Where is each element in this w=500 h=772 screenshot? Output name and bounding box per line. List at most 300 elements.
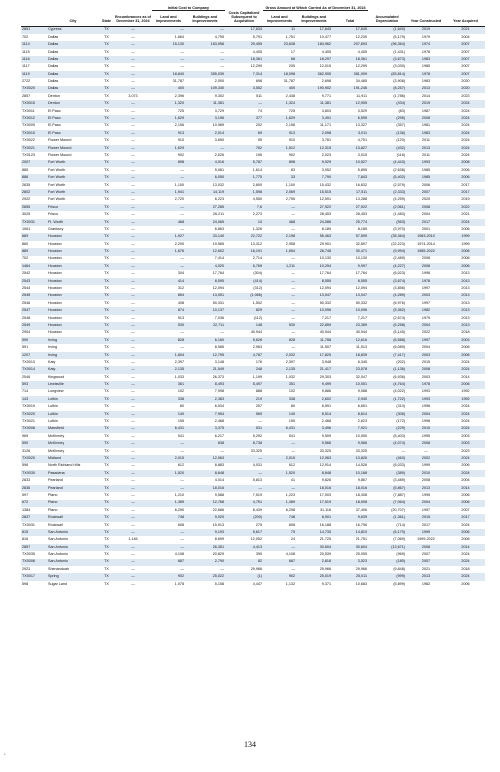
buildings-gross-cell: 50,332 xyxy=(319,300,331,305)
land-initial-cell: 913 xyxy=(152,130,185,137)
year-constructed-cell: 1998 xyxy=(421,404,431,409)
accumulated-depreciation-header: Accumulated Depreciation xyxy=(368,11,406,26)
year-acquired-cell: 2024 xyxy=(446,366,485,373)
buildings-initial-cell: 8,493 xyxy=(185,381,225,388)
buildings-gross-cell: 9,771 xyxy=(321,93,331,98)
table-row xyxy=(21,448,485,455)
year-constructed-cell: 2020 xyxy=(421,197,431,202)
city-cell: Fort Worth xyxy=(47,160,99,167)
year-constructed-cell: 2021 xyxy=(421,566,431,571)
table-row xyxy=(21,418,485,425)
city-cell: El Paso xyxy=(48,108,61,113)
buildings-gross-cell: 40,944 xyxy=(319,330,331,335)
property-id-cell: 2544 xyxy=(22,286,31,291)
table-row xyxy=(21,514,485,521)
land-gross-cell: 102 xyxy=(288,389,295,394)
total-cell: 34,485 xyxy=(355,79,368,84)
total-cell: 4,405 xyxy=(357,49,368,54)
year-constructed-cell: 2008 xyxy=(406,204,446,211)
property-id-cell: 702 xyxy=(22,256,29,261)
total-cell: 18,839 xyxy=(332,352,368,359)
property-id-cell: TX0012 xyxy=(21,115,47,122)
city-cell: Sugar Land xyxy=(48,581,68,586)
total-cell: 32,047 xyxy=(355,374,368,379)
table-row xyxy=(21,285,485,292)
buildings-initial-cell: 3,148 xyxy=(214,359,224,364)
table-row xyxy=(21,78,485,85)
buildings-initial-cell: 10,989 xyxy=(212,123,224,128)
land-gross-cell: 17 xyxy=(290,49,295,54)
buildings-initial-cell: — xyxy=(185,145,225,152)
accumulated-depreciation-cell: (180) xyxy=(368,559,406,566)
costs-capitalized-cell: 275 xyxy=(255,522,262,527)
buildings-initial-cell: 11,381 xyxy=(185,100,225,107)
encumbrances-cell: — xyxy=(131,241,135,246)
total-cell: 6,595 xyxy=(332,115,368,122)
land-initial-cell: — xyxy=(152,529,185,536)
year-constructed-cell: 2017 xyxy=(406,219,446,226)
encumbrances-cell: — xyxy=(114,470,152,477)
city-cell: Lewisville xyxy=(47,381,99,388)
encumbrances-cell: — xyxy=(131,359,135,364)
costs-capitalized-cell: 2,714 xyxy=(252,256,262,261)
year-acquired-cell: 2020 xyxy=(461,79,470,84)
accumulated-depreciation-cell: (295) xyxy=(368,115,406,122)
land-gross-cell: 338 xyxy=(263,396,296,403)
total-cell: 10,096 xyxy=(332,307,368,314)
land-gross-cell: 24 xyxy=(290,537,295,542)
costs-capitalized-cell: 2,800 xyxy=(252,182,262,187)
property-id-cell: 143 xyxy=(21,396,47,403)
year-constructed-cell: 1985 xyxy=(421,64,431,69)
encumbrances-cell: — xyxy=(131,212,135,217)
city-cell: Houston xyxy=(47,263,99,270)
land-initial-cell: 2,200 xyxy=(174,241,184,246)
accumulated-depreciation-cell: (3,674) xyxy=(368,278,406,285)
total-cell: 13,327 xyxy=(355,123,368,128)
year-constructed-cell: 2008 xyxy=(406,366,446,373)
total-cell: 3,529 xyxy=(357,108,368,113)
year-acquired-cell: 2006 xyxy=(446,529,485,536)
table-row xyxy=(21,226,485,233)
table-row xyxy=(21,440,485,447)
year-constructed-cell: 1997 xyxy=(421,286,431,291)
property-id-cell: TX0031 xyxy=(21,219,47,226)
city-cell: Houston xyxy=(48,330,62,335)
costs-capitalized-cell: 7,519 xyxy=(252,492,262,497)
year-constructed-cell: 1995 xyxy=(421,433,431,438)
state-cell: TX xyxy=(104,79,109,84)
year-acquired-cell: 2022 xyxy=(446,204,485,211)
year-constructed-cell: 2002 xyxy=(406,455,446,462)
year-acquired-cell: 2014 xyxy=(461,374,470,379)
buildings-initial-cell: 3,375 xyxy=(185,426,225,433)
encumbrances-cell: — xyxy=(114,426,152,433)
city-cell: Houston xyxy=(48,315,62,320)
year-acquired-cell: 2024 xyxy=(461,359,470,364)
city-cell: Houston xyxy=(48,271,62,276)
accumulated-depreciation-cell: (9,994) xyxy=(368,248,406,255)
land-gross-cell: — xyxy=(263,307,296,314)
year-constructed-cell: 2019 xyxy=(406,26,446,34)
buildings-gross-cell: 11,788 xyxy=(296,337,332,344)
year-constructed-cell: 2017 xyxy=(421,522,431,527)
buildings-initial-cell: 9,588 xyxy=(214,492,224,497)
buildings-gross-cell: 14,735 xyxy=(296,529,332,536)
land-initial-cell: 102 xyxy=(177,389,184,394)
accumulated-depreciation-cell: (13,671) xyxy=(368,544,406,551)
year-acquired-cell: 2003 xyxy=(461,433,470,438)
year-constructed-cell: 2007 xyxy=(406,189,446,196)
property-id-cell: 3025 xyxy=(22,212,31,217)
gross-buildings-improvements-header: Buildings and Improvements xyxy=(296,11,332,26)
costs-capitalized-cell: 7,314 xyxy=(225,71,263,78)
costs-capitalized-cell: 202 xyxy=(255,123,262,128)
city-cell: Midland xyxy=(47,455,99,462)
accumulated-depreciation-cell: (7,064) xyxy=(368,500,406,507)
year-constructed-cell: 1978 xyxy=(406,71,446,78)
year-acquired-cell: 2024 xyxy=(446,573,485,580)
buildings-initial-cell: 8,883 xyxy=(214,463,224,468)
year-acquired-cell: 2021 xyxy=(446,26,485,34)
buildings-initial-cell: 838 xyxy=(185,440,225,447)
city-cell: Houston xyxy=(48,286,62,291)
gross-amount-header: Gross Amount at Which Carried As of December 31, 2024 xyxy=(263,6,368,11)
encumbrances-cell: — xyxy=(114,529,152,536)
year-acquired-cell: 2014 xyxy=(446,544,485,551)
year-constructed-cell: 2015 xyxy=(406,514,446,521)
buildings-initial-cell: 7,954 xyxy=(185,411,225,418)
buildings-gross-cell: 3,052 xyxy=(321,167,331,172)
land-gross-cell: 828 xyxy=(263,337,296,344)
total-cell: 30,471 xyxy=(332,248,368,255)
total-cell: 6,651 xyxy=(357,404,368,409)
year-acquired-cell: 2007 xyxy=(461,64,470,69)
year-acquired-cell: 2024 xyxy=(461,522,470,527)
table-row xyxy=(21,152,485,159)
state-cell: TX xyxy=(104,182,109,187)
year-acquired-cell: 2006 xyxy=(461,256,470,261)
costs-capitalized-cell: (414) xyxy=(225,278,263,285)
total-cell: 9,566 xyxy=(332,440,368,447)
property-id-cell: TX0020 xyxy=(21,455,47,462)
encumbrances-cell: — xyxy=(131,581,135,586)
accumulated-depreciation-cell: (2,579) xyxy=(393,182,406,187)
costs-capitalized-cell: 5,791 xyxy=(252,34,262,39)
accumulated-depreciation-cell: (4,289) xyxy=(368,293,406,300)
land-gross-cell: — xyxy=(291,566,295,571)
state-cell: TX xyxy=(104,581,109,586)
buildings-initial-cell: 7,998 xyxy=(214,389,224,394)
costs-capitalized-cell: — xyxy=(225,485,263,492)
table-row xyxy=(21,559,485,566)
costs-capitalized-cell: 12,299 xyxy=(250,64,262,69)
land-gross-cell: 6,431 xyxy=(263,426,296,433)
costs-capitalized-cell: (312) xyxy=(253,286,262,291)
encumbrances-cell: — xyxy=(114,100,152,107)
buildings-gross-cell: 11,507 xyxy=(319,345,331,350)
city-cell: San Antonio xyxy=(47,544,99,551)
land-gross-cell: — xyxy=(291,212,295,217)
encumbrances-cell: — xyxy=(131,226,135,231)
table-row xyxy=(21,34,485,41)
land-initial-cell: — xyxy=(152,544,185,551)
buildings-gross-cell: 33,325 xyxy=(319,448,331,453)
property-id-cell: 2545 xyxy=(21,293,47,300)
land-initial-cell: 541 xyxy=(177,433,184,438)
accumulated-depreciation-cell: (3,673) xyxy=(368,56,406,63)
year-constructed-cell: 1978 xyxy=(406,278,446,285)
land-gross-cell: 1,223 xyxy=(285,492,295,497)
property-id-cell: 2855 xyxy=(21,204,47,211)
city-cell: Houston xyxy=(48,256,62,261)
total-cell: 7,843 xyxy=(332,174,368,181)
year-acquired-cell: 2003 xyxy=(446,440,485,447)
buildings-initial-cell: 3,729 xyxy=(214,108,224,113)
costs-capitalized-cell: 10 xyxy=(225,219,263,226)
land-initial-cell: — xyxy=(180,167,184,172)
encumbrances-cell: — xyxy=(131,463,135,468)
total-cell: 5,895 xyxy=(357,167,368,172)
land-gross-cell: 75 xyxy=(263,529,296,536)
buildings-gross-cell: 15,432 xyxy=(319,182,331,187)
table-row xyxy=(21,256,485,263)
land-gross-cell: 140 xyxy=(263,411,296,418)
city-cell: McKinney xyxy=(48,433,65,438)
accumulated-depreciation-cell: (83) xyxy=(398,108,406,113)
year-constructed-cell: 1998 xyxy=(421,419,431,424)
year-constructed-cell: 2004 xyxy=(406,500,446,507)
land-gross-cell: 2,198 xyxy=(263,233,296,240)
accumulated-depreciation-cell: (6,179) xyxy=(368,529,406,536)
state-cell: TX xyxy=(99,204,114,211)
land-gross-cell: 68 xyxy=(263,56,296,63)
property-id-cell: TX0021 xyxy=(21,145,47,152)
table-row xyxy=(21,470,485,477)
state-cell: TX xyxy=(99,219,114,226)
encumbrances-cell: — xyxy=(114,396,152,403)
property-id-cell: 1384 xyxy=(22,507,31,512)
costs-capitalized-cell: 5,497 xyxy=(225,381,263,388)
year-constructed-cell: — xyxy=(424,448,428,453)
table-row xyxy=(21,307,485,314)
buildings-gross-cell: 17,003 xyxy=(319,492,331,497)
total-cell: 3,011 xyxy=(332,130,368,137)
city-cell: Fort Worth xyxy=(48,167,66,172)
year-acquired-cell: 2004 xyxy=(461,34,470,39)
year-constructed-cell: 1993 xyxy=(406,160,446,167)
city-cell: Dallas xyxy=(48,49,59,54)
accumulated-depreciation-cell: (22,223) xyxy=(391,241,406,246)
costs-capitalized-cell: (200) xyxy=(225,514,263,521)
year-acquired-cell: 1992 xyxy=(446,396,485,403)
encumbrances-cell: — xyxy=(114,440,152,447)
costs-capitalized-cell: 248 xyxy=(225,366,263,373)
state-cell: TX xyxy=(99,145,114,152)
year-constructed-cell: 2010 xyxy=(406,470,446,477)
encumbrances-cell: — xyxy=(131,271,135,276)
buildings-gross-cell: 12,015 xyxy=(319,64,331,69)
encumbrances-cell: — xyxy=(131,34,135,39)
accumulated-depreciation-cell: (3,970) xyxy=(393,226,406,231)
land-initial-cell: 530 xyxy=(152,322,185,329)
year-acquired-cell: 2024 xyxy=(446,455,485,462)
year-acquired-cell: 2017 xyxy=(446,189,485,196)
property-id-cell: 2923 xyxy=(22,566,31,571)
year-acquired-cell: 2024 xyxy=(461,138,470,143)
total-cell: 18,308 xyxy=(355,492,368,497)
year-acquired-cell: 1999 xyxy=(461,241,470,246)
state-cell: TX xyxy=(99,337,114,344)
encumbrances-cell: — xyxy=(114,219,152,226)
land-gross-cell: 1,512 xyxy=(263,145,296,152)
state-cell: TX xyxy=(99,381,114,388)
property-id-cell: TX0022 xyxy=(22,138,35,143)
land-improvements-header: Land and Improvements xyxy=(152,11,185,26)
table-row xyxy=(21,522,485,529)
city-cell: Houston xyxy=(47,248,99,255)
property-id-cell: TX0123 xyxy=(22,152,35,157)
state-cell: TX xyxy=(99,189,114,196)
buildings-gross-cell: 25,019 xyxy=(296,573,332,580)
year-acquired-cell: 2006 xyxy=(461,537,470,542)
buildings-initial-cell: 9,302 xyxy=(214,93,224,98)
costs-capitalized-cell: 7,6 xyxy=(225,204,263,211)
accumulated-depreciation-cell: (1,483) xyxy=(393,212,406,217)
table-row xyxy=(21,581,485,588)
state-cell: TX xyxy=(99,278,114,285)
city-cell: Dallas xyxy=(47,56,99,63)
costs-capitalized-cell: 3,552 xyxy=(225,86,263,93)
year-constructed-cell: 1983-2010 xyxy=(406,233,446,240)
year-constructed-cell: 1983 xyxy=(406,56,446,63)
table-row xyxy=(21,41,485,48)
costs-capitalized-cell: 40,944 xyxy=(250,330,262,335)
buildings-initial-cell: — xyxy=(220,64,224,69)
property-id-cell: 885 xyxy=(22,167,29,172)
property-id-cell: 2548 xyxy=(22,315,31,320)
total-cell: 13,288 xyxy=(355,197,368,202)
accumulated-depreciation-cell: (310) xyxy=(396,404,406,409)
year-acquired-cell: 2023 xyxy=(461,93,470,98)
state-cell: TX xyxy=(99,544,114,551)
table-row xyxy=(21,492,485,499)
year-acquired-cell: 2004 xyxy=(461,478,470,483)
year-constructed-cell: 1983 xyxy=(406,130,446,137)
year-constructed-cell: 1999 xyxy=(406,529,446,536)
buildings-initial-cell: 4,016 xyxy=(185,160,225,167)
accumulated-depreciation-cell: (5,403) xyxy=(393,433,406,438)
land-gross-cell: — xyxy=(291,286,295,291)
year-constructed-cell: 2004 xyxy=(421,212,431,217)
accumulated-depreciation-cell: (7,417) xyxy=(368,352,406,359)
costs-capitalized-cell: 4,405 xyxy=(252,49,262,54)
table-row xyxy=(21,145,485,152)
land-initial-cell: 6,431 xyxy=(152,426,185,433)
buildings-initial-cell: 7,414 xyxy=(214,256,224,261)
costs-capitalized-cell: 1,502 xyxy=(252,300,262,305)
land-initial-cell: 2,015 xyxy=(152,455,185,462)
year-acquired-cell: 2024 xyxy=(446,145,485,152)
land-initial-cell: 2,397 xyxy=(174,359,184,364)
year-acquired-cell: 2024 xyxy=(446,219,485,226)
land-initial-cell: — xyxy=(180,448,184,453)
state-cell: TX xyxy=(104,507,109,512)
buildings-initial-cell: — xyxy=(220,330,224,335)
land-gross-cell: 1,100 xyxy=(285,182,295,187)
property-id-cell: 1116 xyxy=(21,56,47,63)
land-initial-cell: 1,520 xyxy=(152,470,185,477)
year-acquired-cell: 2006 xyxy=(461,226,470,231)
state-cell: TX xyxy=(104,552,109,557)
table-row xyxy=(21,433,485,440)
costs-capitalized-cell: 4,413 xyxy=(225,544,263,551)
city-cell: Spring xyxy=(47,573,99,580)
buildings-gross-cell: 13,047 xyxy=(296,293,332,300)
state-cell: TX xyxy=(99,115,114,122)
table-header xyxy=(21,6,485,26)
property-id-cell: 1119 xyxy=(21,71,47,78)
year-constructed-cell: 2014 xyxy=(421,93,431,98)
buildings-initial-cell: 109,340 xyxy=(185,86,225,93)
costs-capitalized-cell: (112) xyxy=(253,315,262,320)
land-gross-cell: 11 xyxy=(263,26,296,34)
year-acquired-cell: 2006 xyxy=(461,581,470,586)
accumulated-depreciation-cell: (20,707) xyxy=(391,507,406,512)
state-cell: TX xyxy=(99,56,114,63)
costs-capitalized-cell: 74 xyxy=(257,108,262,113)
city-cell: Frisco xyxy=(48,212,59,217)
state-cell: TX xyxy=(99,233,114,240)
encumbrances-cell: — xyxy=(114,160,152,167)
total-cell: 8,614 xyxy=(332,411,368,418)
buildings-gross-cell: 9,509 xyxy=(321,433,331,438)
buildings-initial-cell: 26,211 xyxy=(212,212,224,217)
land-gross-cell: 6,298 xyxy=(285,507,295,512)
year-acquired-cell: 2007 xyxy=(446,71,485,78)
total-cell: 3,523 xyxy=(332,559,368,566)
city-cell: Houston xyxy=(48,300,62,305)
land-gross-cell: — xyxy=(291,226,295,231)
total-cell: 10,130 xyxy=(355,256,368,261)
land-initial-cell: 1,664 xyxy=(174,34,184,39)
buildings-gross-cell: 10,477 xyxy=(319,34,331,39)
property-id-cell: 597 xyxy=(22,492,29,497)
state-cell: TX xyxy=(104,123,109,128)
property-id-cell: 672 xyxy=(21,500,47,507)
property-id-cell: 2007 xyxy=(21,160,47,167)
buildings-initial-cell: 5,158 xyxy=(214,581,224,586)
city-cell: Houston xyxy=(47,307,99,314)
initial-cost-header: Initial Cost to Company xyxy=(152,6,225,11)
land-gross-cell: 1,389 xyxy=(263,500,296,507)
land-initial-cell: — xyxy=(152,263,185,270)
land-gross-cell: 2,755 xyxy=(285,197,295,202)
costs-capitalized-cell: 18,361 xyxy=(225,56,263,63)
land-gross-cell: 2,069 xyxy=(263,189,296,196)
table-row xyxy=(21,507,485,514)
city-cell: Irving xyxy=(47,352,99,359)
accumulated-depreciation-cell: — xyxy=(401,448,406,453)
land-gross-cell: 4,108 xyxy=(285,552,295,557)
year-constructed-cell: 2008 xyxy=(406,440,446,447)
total-cell: 17,764 xyxy=(355,271,368,276)
year-constructed-cell: 2004 xyxy=(421,345,431,350)
total-cell: 191,246 xyxy=(332,86,368,93)
costs-capitalized-cell: 698 xyxy=(255,79,262,84)
buildings-initial-cell: 22,686 xyxy=(212,507,224,512)
property-id-cell: 598 xyxy=(22,581,29,586)
